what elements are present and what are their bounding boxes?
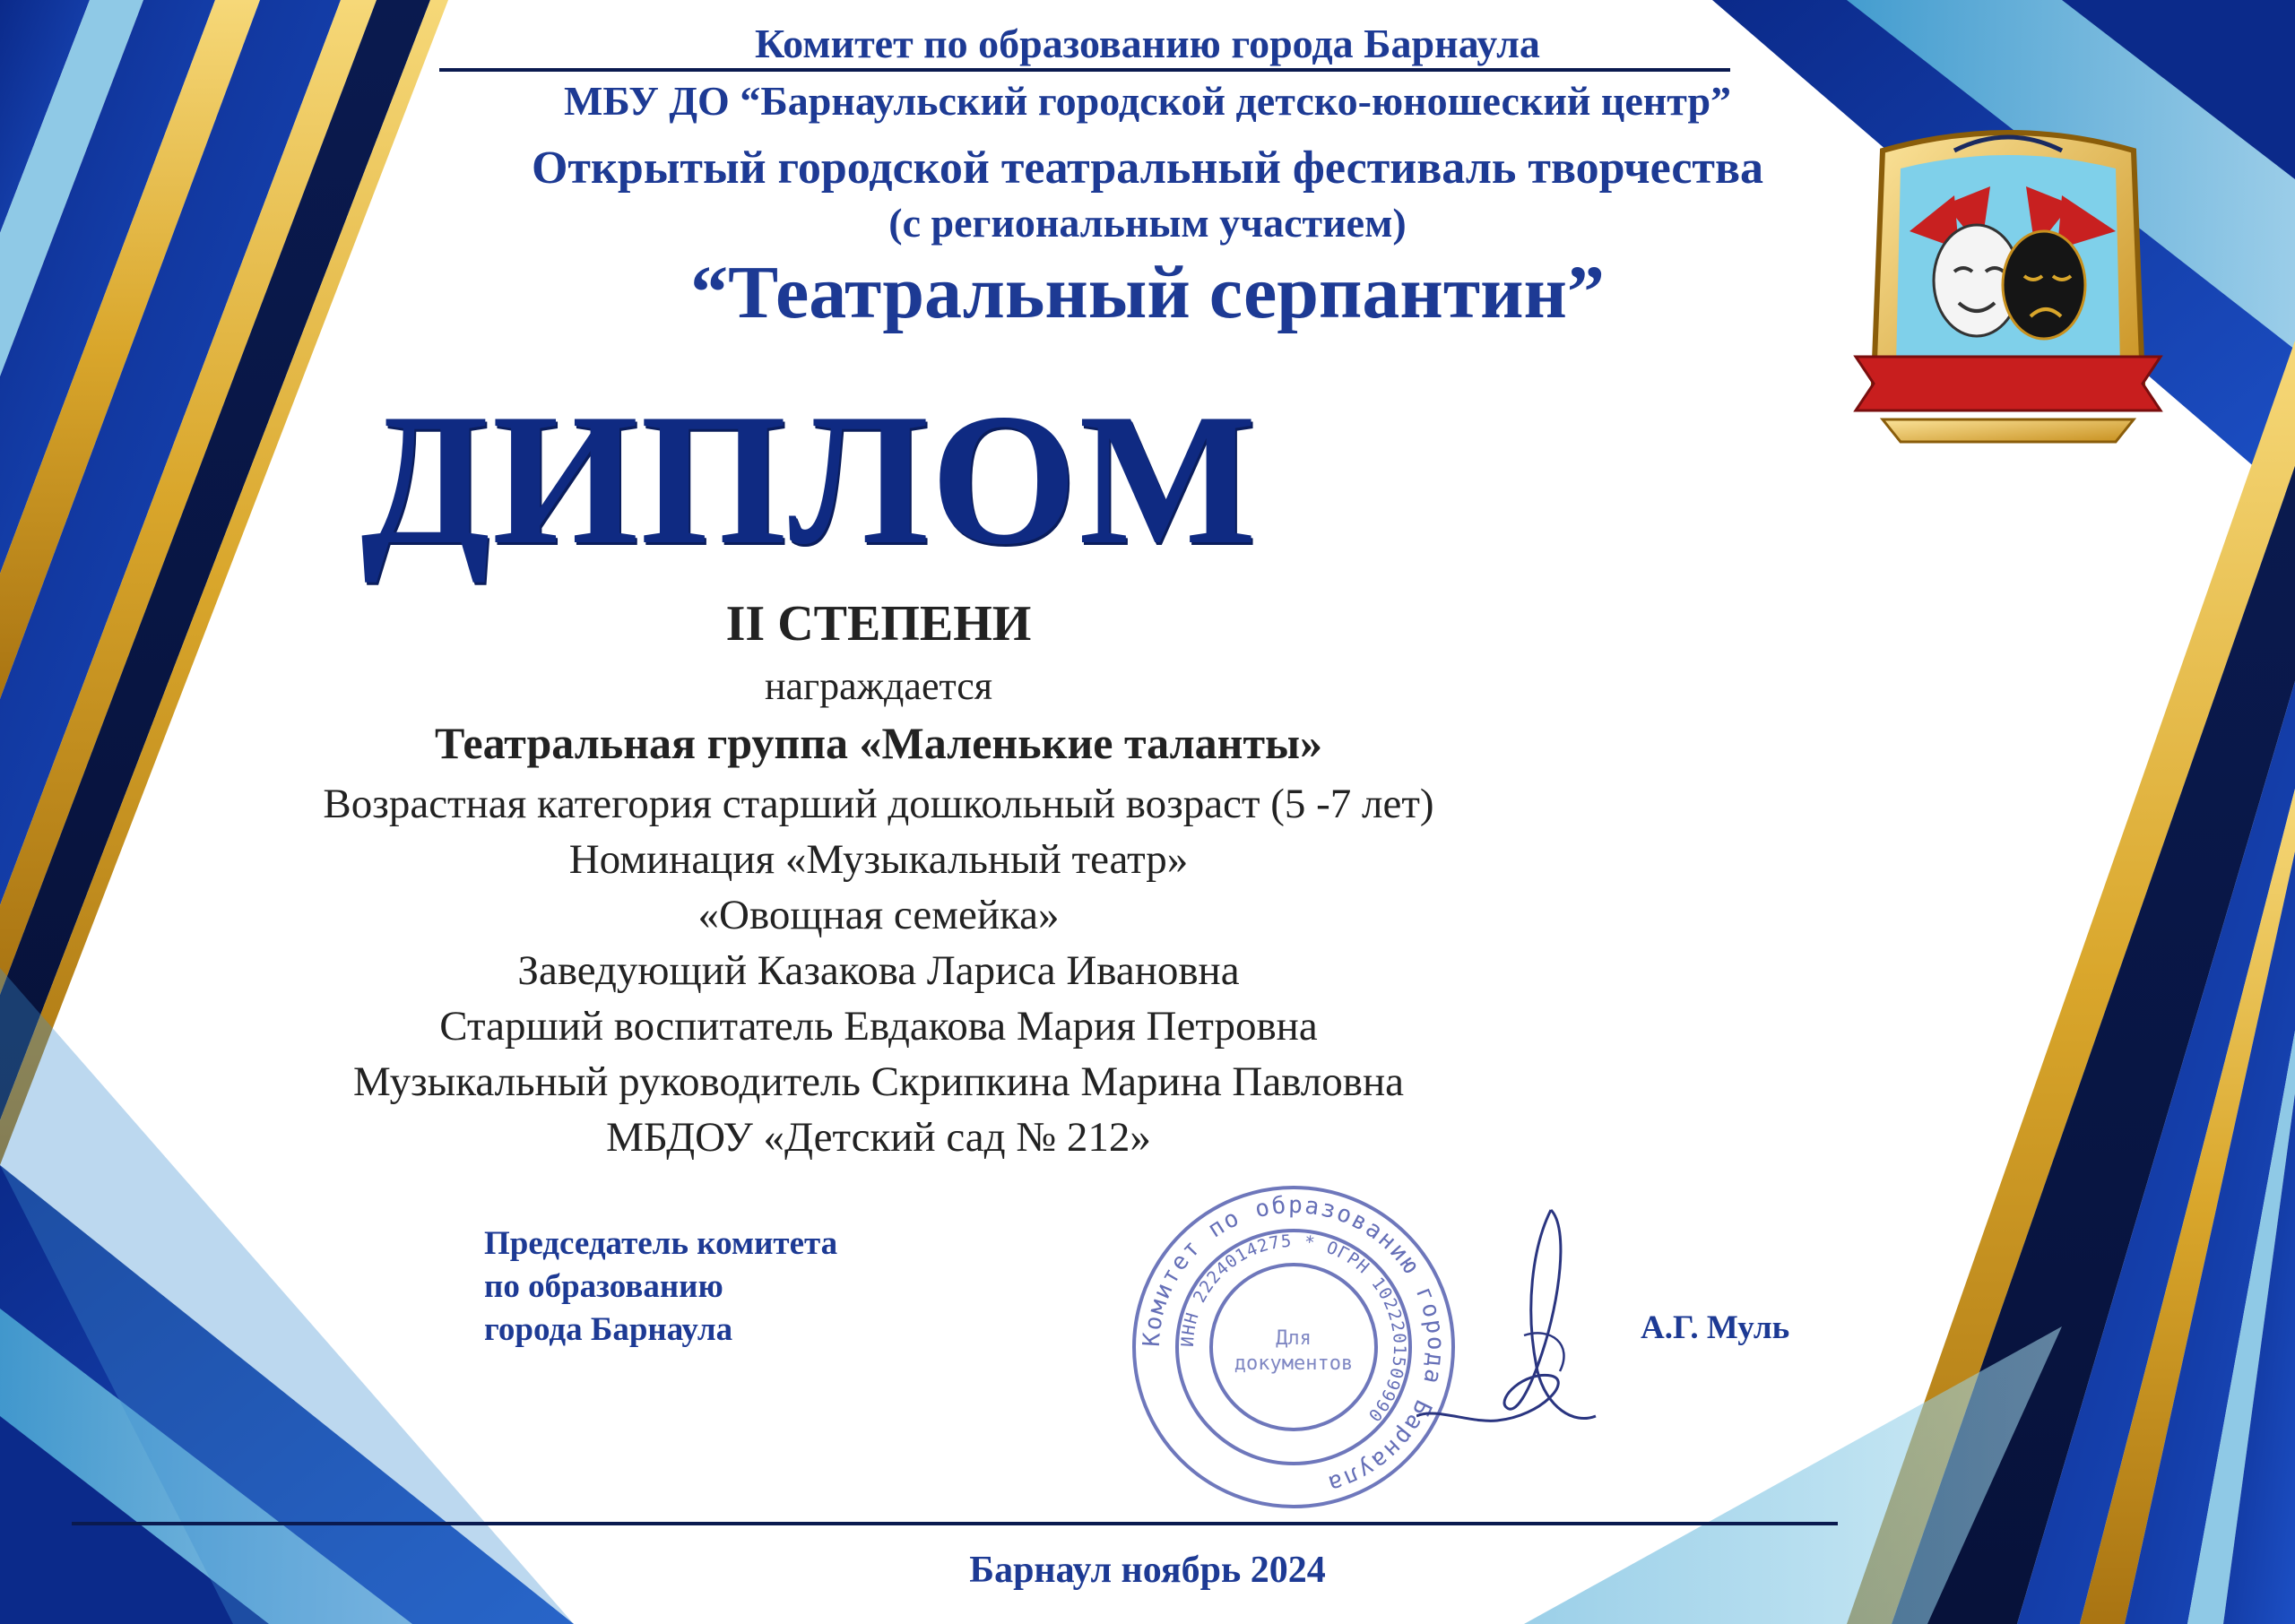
recipient-group: Театральная группа «Маленькие таланты» bbox=[434, 718, 1323, 768]
performance-title: «Овощная семейка» bbox=[697, 892, 1060, 938]
senior-teacher-name: Старший воспитатель Евдакова Мария Петровна bbox=[439, 1003, 1318, 1050]
stamp-center-line: документов bbox=[1234, 1352, 1354, 1375]
institution-name: МБДОУ «Детский сад № 212» bbox=[606, 1114, 1151, 1161]
official-stamp bbox=[1128, 1181, 1459, 1513]
stamp-ring-text: Комитет по образованию города Барнаула bbox=[1138, 1191, 1450, 1499]
header-line-1: Комитет по образованию города Барнаула bbox=[755, 21, 1540, 66]
header-line-2: МБУ ДО “Барнаульский городской детско-юношеский центр” bbox=[563, 78, 1732, 124]
signatory-name: А.Г. Муль bbox=[1641, 1309, 1790, 1346]
diploma-title: ДИПЛОМ bbox=[360, 376, 1259, 583]
diploma-degree: II СТЕПЕНИ bbox=[725, 596, 1032, 652]
signatory-title-line: по образованию bbox=[484, 1268, 723, 1305]
festival-name: “Театральный серпантин” bbox=[690, 251, 1605, 334]
head-name: Заведующий Казакова Лариса Ивановна bbox=[517, 947, 1240, 994]
festival-subtitle: (с региональным участием) bbox=[888, 200, 1407, 246]
age-category: Возрастная категория старший дошкольный возраст (5 -7 лет) bbox=[323, 781, 1434, 827]
awarded-text: награждается bbox=[764, 664, 993, 708]
handwritten-signature bbox=[1416, 1192, 1650, 1461]
signatory-title-line: Председатель комитета bbox=[484, 1225, 838, 1262]
footer-place-date: Барнаул ноябрь 2024 bbox=[969, 1550, 1326, 1591]
nomination: Номинация «Музыкальный театр» bbox=[568, 836, 1189, 883]
festival-title: Открытый городской театральный фестиваль творчества bbox=[531, 143, 1764, 194]
music-director-name: Музыкальный руководитель Скрипкина Марина Павловна bbox=[353, 1058, 1404, 1105]
stamp-center-line: Для bbox=[1276, 1327, 1312, 1350]
signatory-title bbox=[484, 1222, 837, 1352]
stamp-inner-text: ИНН 2224014275 * ОГРН 1022201509990 bbox=[1177, 1231, 1410, 1426]
signatory-title-line: города Барнаула bbox=[484, 1311, 733, 1348]
